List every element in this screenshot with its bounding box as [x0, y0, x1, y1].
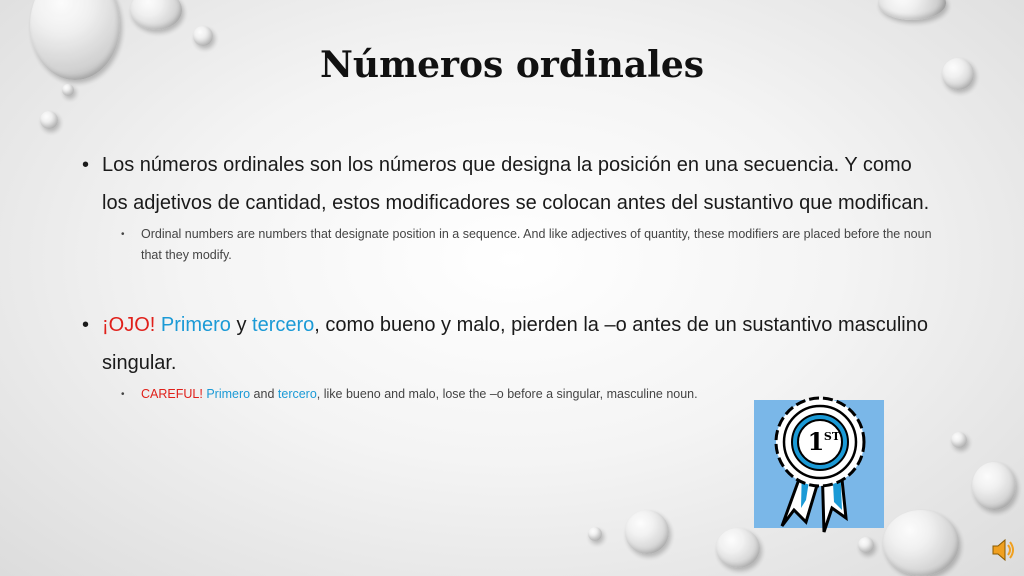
- careful-label: CAREFUL!: [141, 387, 203, 401]
- water-drop: [193, 26, 213, 46]
- bullet-list: [82, 146, 942, 405]
- ojo-label: ¡OJO!: [102, 314, 156, 336]
- slide-title: Números ordinales: [319, 44, 705, 86]
- water-drop: [972, 462, 1016, 510]
- sub-tercero-word: tercero: [277, 387, 317, 401]
- water-drop: [625, 510, 669, 554]
- ojo-rest-text: , como bueno y malo, pierden la –o antes de un sustantivo masculino singular.: [102, 314, 928, 374]
- water-drop: [883, 510, 959, 576]
- water-drop: [951, 432, 967, 448]
- bullet-ojo: [82, 306, 942, 382]
- primero-word: Primero: [160, 314, 231, 336]
- sub-bullet-ordinal-translation: • Ordinal numbers are numbers that designate position in a sequence. And like adjectives of quantity, these modifiers are placed before the noun that they modify.: [121, 224, 942, 266]
- water-drop: [130, 0, 182, 30]
- careful-rest-text: , like bueno and malo, lose the –o before a singular, masculine noun.: [316, 387, 698, 401]
- water-drop: [588, 527, 602, 541]
- speaker-icon[interactable]: [990, 537, 1016, 563]
- water-drop: [878, 0, 946, 20]
- water-drop: [40, 111, 58, 129]
- y-word: y: [230, 314, 253, 336]
- first-place-ribbon-icon: [754, 400, 884, 528]
- tercero-word: tercero: [252, 314, 315, 336]
- sub-and-word: and: [250, 387, 278, 401]
- svg-text:1: 1: [807, 427, 825, 456]
- sub-primero-word: Primero: [206, 387, 251, 401]
- svg-text:ST: ST: [823, 430, 841, 443]
- bullet-ordinal-definition: • Los números ordinales son los números que designa la posición en una secuencia. Y como los adjetivos de cantidad, estos modificadores se colocan antes del sustantivo que modifican.: [82, 146, 942, 222]
